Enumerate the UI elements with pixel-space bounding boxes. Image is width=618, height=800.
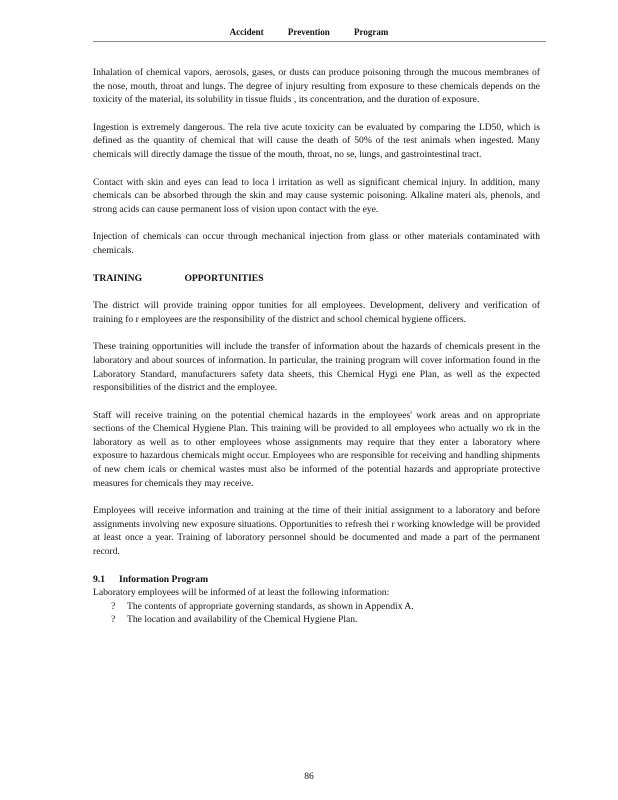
page-header: Accident Prevention Program xyxy=(229,27,389,37)
information-lead-text: Laboratory employees will be informed of at least the following information: xyxy=(93,587,390,599)
paragraph-inhalation: Inhalation of chemical vapors, aerosols, gases, or dusts can produce poisoning through the mucous membranes of the nose, mouth, throat and lungs. The degree of injury resulting from exposure to these chemicals depends on the toxicity of the material, its solubility in tissue fluids , its concentration, and the duration of exposure. xyxy=(93,67,540,106)
subsection-heading-information-program xyxy=(93,573,540,587)
paragraph-contact: Contact with skin and eyes can lead to loca l irritation as well as significant chemical injury. In addition, many chemicals can be absorbed through the skin and may cause systemic poisoning. Alkaline materi als, phenols, and strong acids can cause permanent loss of vision upon contact with the eye. xyxy=(93,176,540,215)
information-list xyxy=(93,600,540,627)
bullet-glyph: ? xyxy=(111,614,116,626)
subsection-number: 9.1 xyxy=(93,573,105,585)
list-item-text: The contents of appropriate governing standards, as shown in Appendix A. xyxy=(127,600,414,612)
list-item xyxy=(111,600,540,614)
paragraph-training-content: These training opportunities will include the transfer of information about the hazards of chemicals present in the laboratory and about sources of information. In particular, the training program will cover information found in the Laboratory Standard, manufacturers safety data sheets, this Chemical Hygi ene Plan, as well as the expected responsibilities of the district and the employee. xyxy=(93,341,540,394)
paragraph-training-timing: Employees will receive information and training at the time of their initial assignment to a laboratory and before assignments involving new exposure situations. Opportunities to refresh thei r working knowledge will be provided at least once a year. Training of laboratory personnel should be documented and made a part of the permanent record. xyxy=(93,505,540,558)
list-item-text: The location and availability of the Chemical Hygiene Plan. xyxy=(127,614,358,626)
paragraph-training-provision: The district will provide training oppor tunities for all employees. Development, delivery and verification of training fo r employees are the responsibility of the district and school chemical hygiene officers. xyxy=(93,300,540,325)
list-item xyxy=(111,613,540,627)
document-body xyxy=(93,66,540,627)
subsection-title: Information Program xyxy=(119,573,209,585)
section-heading-training: TRAINING OPPORTUNITIES xyxy=(93,272,264,284)
page-number: 86 xyxy=(304,771,314,782)
paragraph-staff-training: Staff will receive training on the potential chemical hazards in the employees' work areas and on appropriate sections of the Chemical Hygiene Plan. This training will be provided to all employees who actually wo rk in the laboratory as well as to other employees whose assignments may require that they enter a laboratory where exposure to hazardous chemicals might occur. Employees who are responsible for receiving and handling shipments of new chem icals or chemical wastes must also be informed of the potential hazards and appropriate protective measures for chemicals they may receive. xyxy=(93,409,540,489)
paragraph-ingestion: Ingestion is extremely dangerous. The rela tive acute toxicity can be evaluated by comparing the LD50, which is defined as the quantity of chemical that will cause the death of 50% of the test animals when ingested. Many chemicals will directly damage the tissue of the mouth, throat, no se, lungs, and gastrointestinal tract. xyxy=(93,121,540,160)
bullet-glyph: ? xyxy=(111,600,116,612)
paragraph-injection: Injection of chemicals can occur through mechanical injection from glass or other materials contaminated with chemicals. xyxy=(93,231,540,256)
header-rule xyxy=(93,41,546,42)
